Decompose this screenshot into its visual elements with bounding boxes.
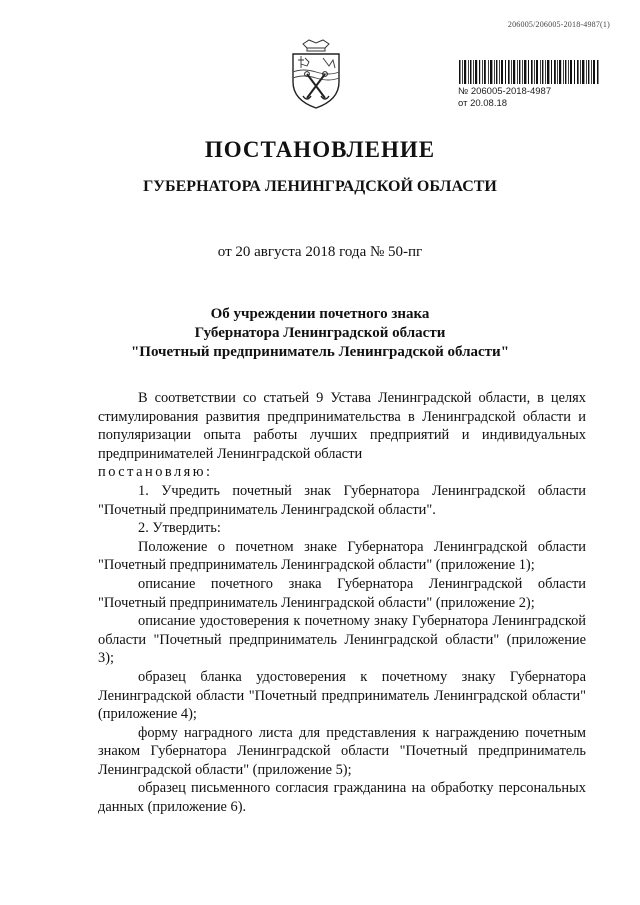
item-2-paragraph: 2. Утвердить: bbox=[138, 520, 221, 537]
document-body bbox=[98, 389, 586, 817]
document-date-number: от 20 августа 2018 года № 50-пг bbox=[217, 244, 423, 260]
document-title: ПОСТАНОВЛЕНИЕ bbox=[204, 137, 436, 162]
approval-item: образец письменного согласия гражданина на обработку персональных данных (приложение 6). bbox=[98, 780, 586, 816]
coat-of-arms-icon bbox=[289, 38, 343, 110]
approval-item: Положение о почетном знаке Губернатора Ленинградской области "Почетный предприниматель Ленинградской области" (приложение 1); bbox=[98, 538, 586, 574]
approval-item: образец бланка удостоверения к почетному знаку Губернатора Ленинградской области "Почетный предприниматель Ленинградской области" (приложение 4); bbox=[98, 668, 586, 723]
barcode-block bbox=[458, 60, 600, 109]
heading-line: Губернатора Ленинградской области bbox=[194, 325, 446, 341]
approval-item: форму наградного листа для представления к награждению почетным знаком Губернатора Ленинградской области "Почетный предприниматель Ленинградской области" (приложение 5); bbox=[98, 724, 586, 778]
document-heading bbox=[0, 305, 640, 362]
resolve-word: постановляю: bbox=[98, 464, 213, 481]
preamble-paragraph: В соответствии со статьей 9 Устава Ленинградской области, в целях стимулирования развития предпринимательства в Ленинградской области и популяризации опыта работы лучших предприятий и индивидуальных предпринимателей Ленинградской области bbox=[98, 390, 586, 462]
heading-line: Об учреждении почетного знака bbox=[210, 306, 430, 322]
document-issuer: ГУБЕРНАТОРА ЛЕНИНГРАДСКОЙ ОБЛАСТИ bbox=[143, 178, 497, 195]
item-1-paragraph: 1. Учредить почетный знак Губернатора Ленинградской области "Почетный предприниматель Ленинградской области". bbox=[98, 482, 586, 518]
registration-stamp: 206005/206005-2018-4987(1) bbox=[507, 20, 610, 29]
heading-line: "Почетный предприниматель Ленинградской области" bbox=[130, 344, 510, 360]
barcode-icon bbox=[458, 60, 600, 84]
approval-item: описание удостоверения к почетному знаку Губернатора Ленинградской области "Почетный предприниматель Ленинградской области" (приложение 3); bbox=[98, 613, 586, 667]
document-registration-date: от 20.08.18 bbox=[458, 98, 508, 109]
document-registration-number: № 206005-2018-4987 bbox=[458, 86, 552, 97]
approval-item: описание почетного знака Губернатора Ленинградской области "Почетный предприниматель Ленинградской области" (приложение 2); bbox=[98, 575, 586, 611]
